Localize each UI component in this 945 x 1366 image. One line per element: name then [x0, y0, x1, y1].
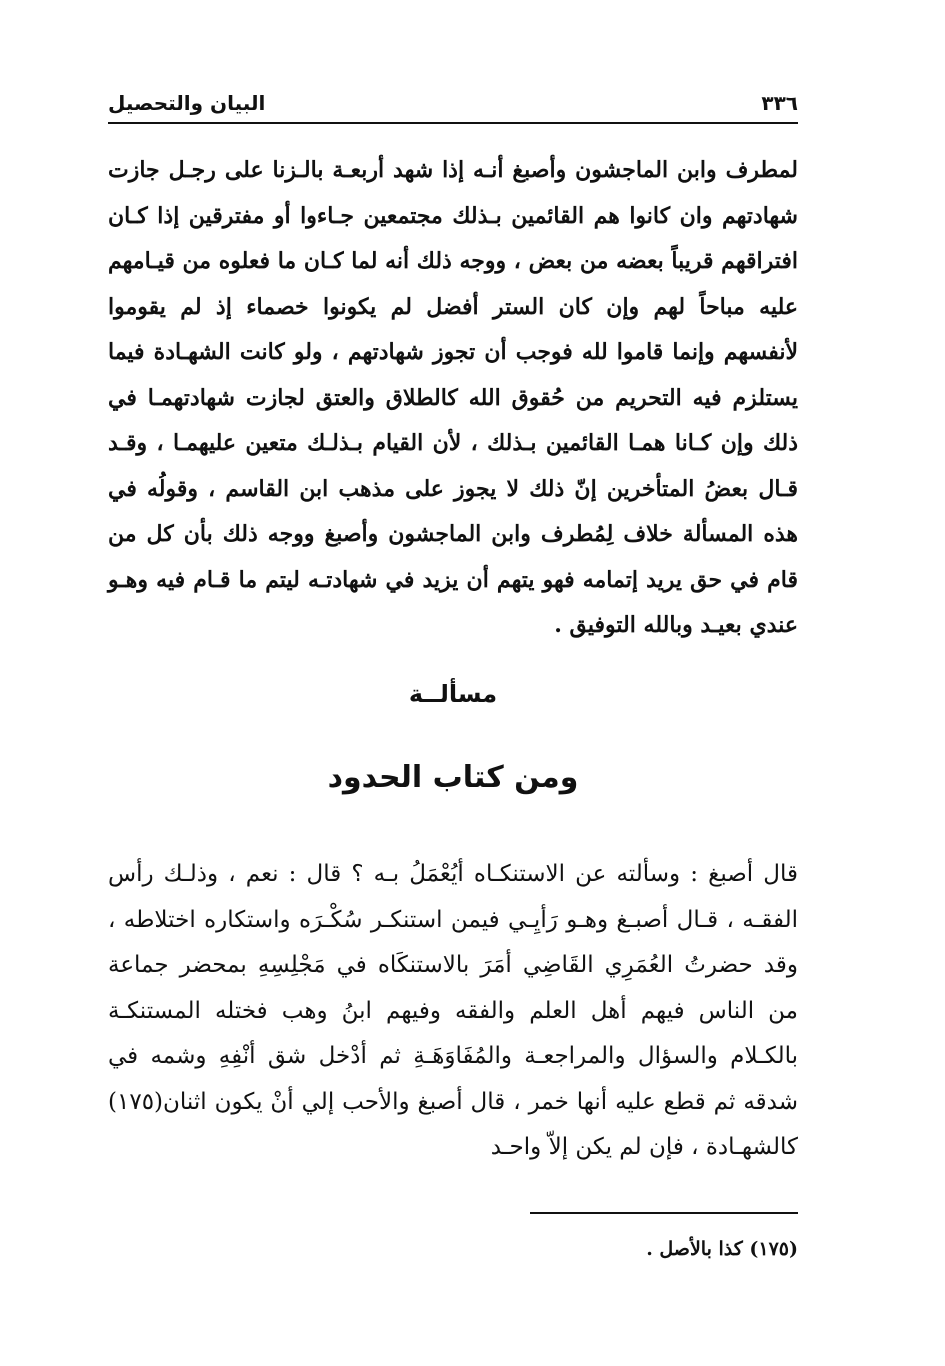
chapter-heading-hudud: ومن كتاب الحدود — [327, 760, 579, 795]
body-paragraph-1: لمطرف وابن الماجشون وأصبغ أنـه إذا شهد أربعـة بالـزنا على رجـل جازت شهادتهم وان كانوا هم القائمين بـذلك مجتمعين جـاءوا أو مفترقين إذا كـان افتراقهم قريباً بعضه من بعض ، ووجه ذلك أنه لما كـان ما فعلوه من قيـامهم عليه مباحاً لهم وإن كان الستر أفضل لم يكونوا خصماء إذ لم يقوموا لأنفسهم وإنما قاموا لله فوجب أن تجوز شهادتهم ، ولو كانت الشهـادة فيما يستلزم فيه التحريم من حُقوق الله كالطلاق والعتق لجازت شهادتهمـا في ذلك وإن كـانا همـا القائمين بـذلك ، لأن القيام بـذلـك متعين عليهمـا ، وقـد قـال بعضُ المتأخرين إنّ ذلك لا يجوز على مذهب ابن القاسم ، وقولُه في هذه المسألة خلاف لِمُطرف وابن الماجشون وأصبغ ووجه ذلك بأن كل من قام في حق يريد إتمامه فهو يتهم أن يزيد في شهادتـه ليتم ما قـام فيه وهـو عندي بعيـد وبالله التوفيق . — [108, 157, 798, 638]
section-heading-masala: مسألــة — [408, 680, 498, 708]
footnote-175: (١٧٥) كذا بالأصل . — [646, 1238, 798, 1260]
page-number: ٣٣٦ — [761, 91, 798, 115]
running-title: البيان والتحصيل — [108, 91, 266, 115]
footnote-rule — [530, 1212, 798, 1214]
body-paragraph-2: قال أصبغ : وسألته عن الاستنكـاه أيُعْمَلُ بـه ؟ قال : نعم ، وذلـك رأس الفقـه ، قـال أصبـغ وهـو رَأيِـي فيمن استنكـر سُكْـرَه واستكاره اختلاطه ، وقد حضرتُ العُمَرِي القَاضِي أمَرَ بالاستنكَاه في مَجْلِسِهِ بمحضر جماعة من الناس فيهم أهل العلم والفقه وفيهم ابنُ وهب فختله المستنكـة بالكـلام والسؤال والمراجعـة والمُفَاوَهَـةِ ثم أدْخل شق أنْفِهِ وشمه في شدقه ثم قطع عليه أنها خمر ، قال أصبغ والأحب إلي أنْ يكون اثنان(١٧٥) كالشهـادة ، فإن لم يكن إلاّ واحـد — [108, 861, 798, 1160]
running-header — [108, 86, 798, 120]
header-rule — [108, 122, 798, 124]
